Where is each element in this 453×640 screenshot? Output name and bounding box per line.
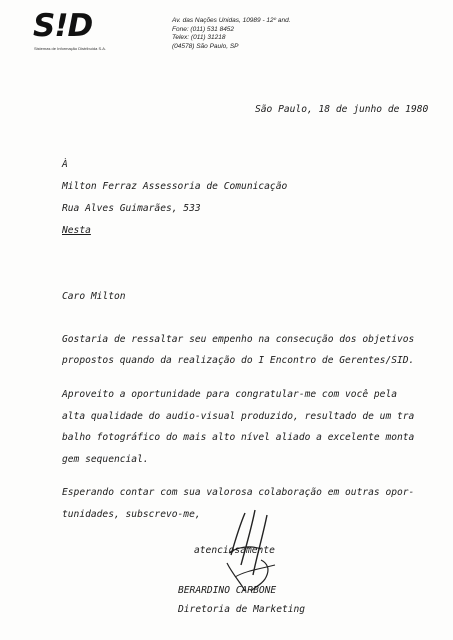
signer-name: BERARDINO CARBONE	[178, 585, 277, 596]
letterhead-address	[172, 17, 291, 51]
paragraph1-line: Gostaria de ressaltar seu empenho na consecução dos objetivos	[62, 334, 415, 345]
closing: atenciosamente	[194, 545, 275, 556]
paragraph2-line: balho fotográfico do mais alto nível aliado a excelente monta	[62, 432, 415, 443]
logo-subtitle: Sistemas de Informação Distribuída S.A.	[34, 46, 107, 51]
address-line: Av. das Nações Unidas, 10989 - 12º and.	[172, 17, 291, 24]
letter-date: São Paulo, 18 de junho de 1980	[255, 104, 429, 115]
signer-title: Diretoria de Marketing	[178, 604, 306, 615]
paragraph2-line: alta qualidade do audio-visual produzido, resultado de um tra	[62, 411, 415, 422]
paragraph3-line: Esperando contar com sua valorosa colaboração em outras opor-	[62, 487, 415, 498]
paragraph2-line: Aproveito a oportunidade para congratular-me com você pela	[62, 389, 398, 400]
address-line: (04578) São Paulo, SP	[172, 42, 239, 50]
paragraph3-line: tunidades, subscrevo-me,	[62, 509, 201, 520]
recipient-city: Nesta	[62, 225, 91, 236]
logo-wordmark: S!D	[33, 8, 93, 44]
company-logo	[33, 8, 107, 54]
recipient-name: Milton Ferraz Assessoria de Comunicação	[62, 181, 288, 192]
recipient-prefix: À	[62, 159, 68, 170]
recipient-street: Rua Alves Guimarães, 533	[62, 203, 201, 214]
salutation: Caro Milton	[62, 291, 126, 302]
address-line: Fone: (011) 531 8452	[172, 25, 235, 33]
paragraph2-line: gem sequencial.	[62, 454, 149, 465]
paragraph1-line: propostos quando da realização do I Encontro de Gerentes/SID.	[62, 355, 415, 366]
address-line: Telex: (011) 31218	[172, 34, 226, 42]
